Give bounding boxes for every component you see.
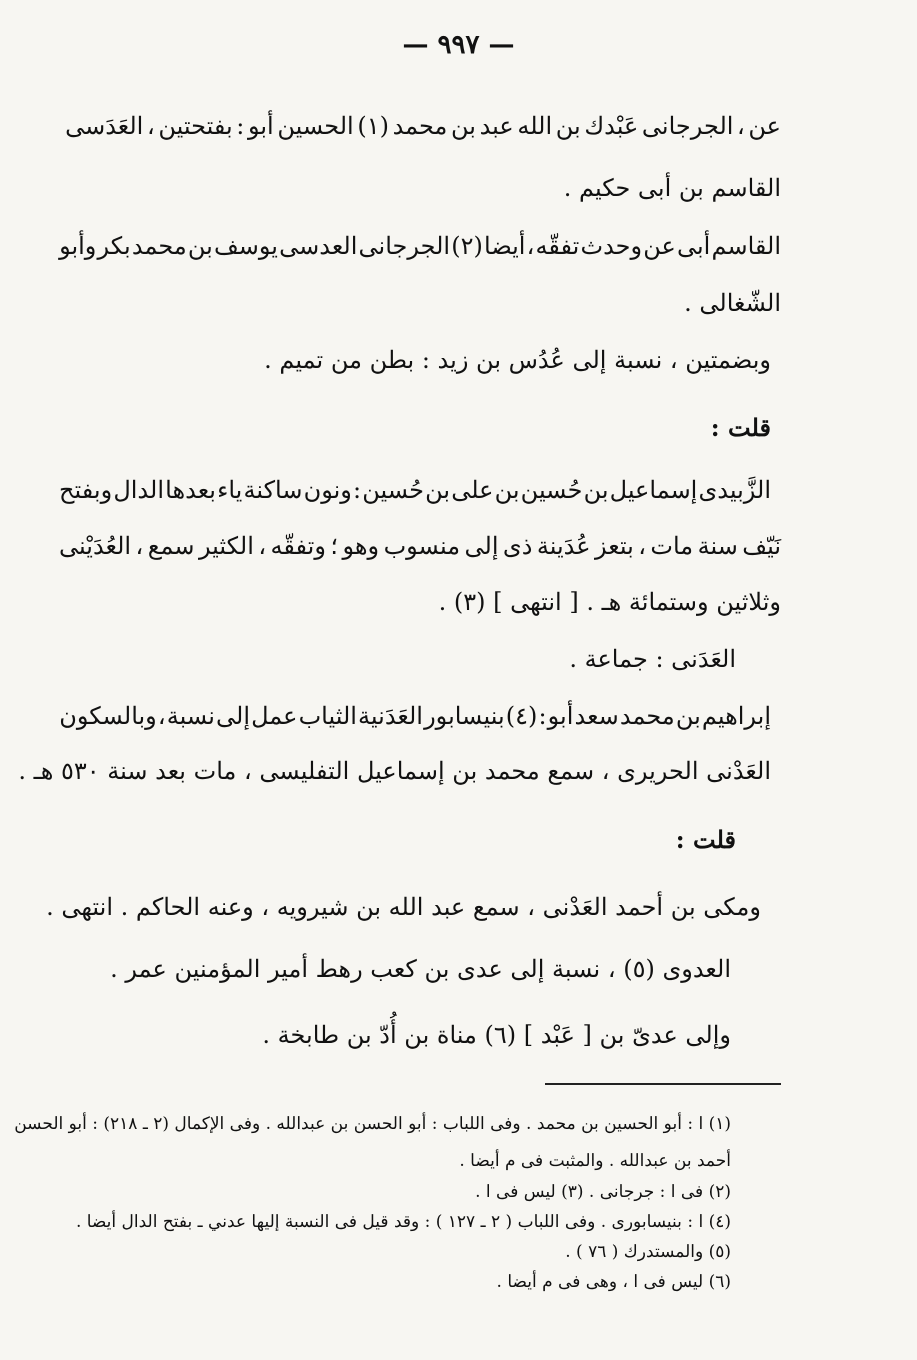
footnote-1: (١) ا : أبو الحسين بن محمد . وفى اللباب : أبو الحسن بن عبدالله . وفى الإكمال (٢ ـ ٢١٨) : أبو الحسن [14,1114,731,1134]
word: الجرجانى [358,232,451,260]
word: بعدها [165,476,216,504]
word: بن [555,112,581,140]
word: نَيّف [742,532,781,560]
word: الجرجانى [641,112,734,140]
text-line-3 [59,230,781,262]
word: : [353,476,362,504]
word: ونون [303,476,352,504]
word: محمد [619,702,675,730]
text-line-16: وإلى عدىّ بن [ عَبْد ] (٦) مناة بن أُدّ بن طابخة . [262,1021,731,1049]
word: الدال [113,476,164,504]
word: مات [650,532,694,560]
word: سنة [697,532,738,560]
word: ؛ [330,532,339,560]
word: الثياب [298,702,357,730]
word: وأبو [59,232,97,260]
footnote-2-3: (٢) فى ا : جرجانى . (٣) ليس فى ا . [475,1182,731,1202]
word: : [236,112,245,140]
word: بن [425,476,451,504]
word: ، [737,112,745,140]
footnote-6: (٦) ليس فى ا ، وهى فى م أيضا . [496,1272,731,1292]
word: وتفقّه [270,532,326,560]
text-line-1 [65,110,781,142]
word: ، [526,232,535,260]
word: عمل [251,702,298,730]
text-line-14: ومكى بن أحمد العَدْنى ، سمع عبد الله بن شيرويه ، وعنه الحاكم . انتهى . [46,893,761,921]
word: (٢) [451,232,483,260]
word: ياء [217,476,243,504]
word: حُسين [520,476,583,504]
word: أبو [247,112,274,140]
text-line-10: العَدَنى : جماعة . [569,645,736,673]
word: ذى [502,532,533,560]
word: عن [748,112,781,140]
word: نسبة [166,702,215,730]
word: سعد [574,702,619,730]
word: بن [451,112,476,140]
word: : [538,702,547,730]
word: وبفتح [59,476,113,504]
word: بن [187,232,213,260]
word: منسوب [383,532,461,560]
word: محمد [131,232,187,260]
word: بن [583,476,609,504]
word: عَبْدك [584,112,639,140]
word: العدسى [279,232,358,260]
word: وبالسكون [59,702,157,730]
footnote-5: (٥) والمستدرك ( ٧٦ ) . [565,1242,731,1262]
text-line-9: وثلاثين وستمائة هـ . [ انتهى ] (٣) . [438,588,781,616]
footnote-4: (٤) ا : بنيسابورى . وفى اللباب ( ٢ ـ ١٢٧ ) : وقد قيل فى النسبة إليها عدني ـ بفتح الدال أيضا . [75,1212,731,1232]
word: ، [135,532,144,560]
text-line-7 [59,474,771,506]
word: وهو [342,532,380,560]
word: بفتحتين [158,112,233,140]
word: عبد [479,112,514,140]
word: عن [643,232,676,260]
text-line-11 [59,700,771,732]
text-line-6: قلت : [710,413,771,442]
word: حُسين [362,476,424,504]
word: الله [517,112,553,140]
text-line-2: القاسم بن أبى حكيم . [563,174,781,202]
text-line-13: قلت : [675,825,736,854]
word: إسماعيل [609,476,698,504]
word: وحدث [580,232,643,260]
word: ، [638,532,646,560]
word: تفقّه [535,232,580,260]
word: الحسين [277,112,354,140]
word: العُدَيْنى [59,532,132,560]
word: بنيسابور [424,702,505,730]
word: بكر [97,232,131,260]
word: سمع [147,532,195,560]
word: ساكنة [243,476,303,504]
text-line-12: العَدْنى الحريرى ، سمع محمد بن إسماعيل التفليسى ، مات بعد سنة ٥٣٠ هـ . [18,757,771,785]
word: على [451,476,494,504]
text-line-15: العدوى (٥) ، نسبة إلى عدى بن كعب رهط أمير المؤمنين عمر . [110,955,731,983]
word: أبى [676,232,711,260]
word: أبو [547,702,574,730]
word: بن [675,702,701,730]
word: إلى [216,702,250,730]
footnote-separator [545,1083,781,1085]
word: (١) [357,112,389,140]
text-line-5: وبضمتين ، نسبة إلى عُدُس بن زيد : بطن من تميم . [264,346,771,374]
word: يوسف [213,232,278,260]
word: ، [146,112,155,140]
word: إلى [464,532,499,560]
word: الزَّبيدى [698,476,771,504]
word: بتعز [595,532,634,560]
text-line-8 [59,530,781,562]
word: عُدَينة [536,532,591,560]
word: القاسم [711,232,781,260]
word: ، [258,532,267,560]
footnote-1-continued: أحمد بن عبدالله . والمثبت فى م أيضا . [459,1151,731,1171]
word: إبراهيم [701,702,771,730]
word: ، [157,702,166,730]
word: أيضا [484,232,526,260]
word: بن [494,476,520,504]
page-number: — ٩٩٧ — [402,30,515,60]
text-line-4: الشّغالى . [684,289,781,317]
word: العَدَنية [358,702,423,730]
word: محمد [392,112,448,140]
word: العَدَسى [65,112,144,140]
word: (٤) [505,702,538,730]
word: الكثير [198,532,254,560]
